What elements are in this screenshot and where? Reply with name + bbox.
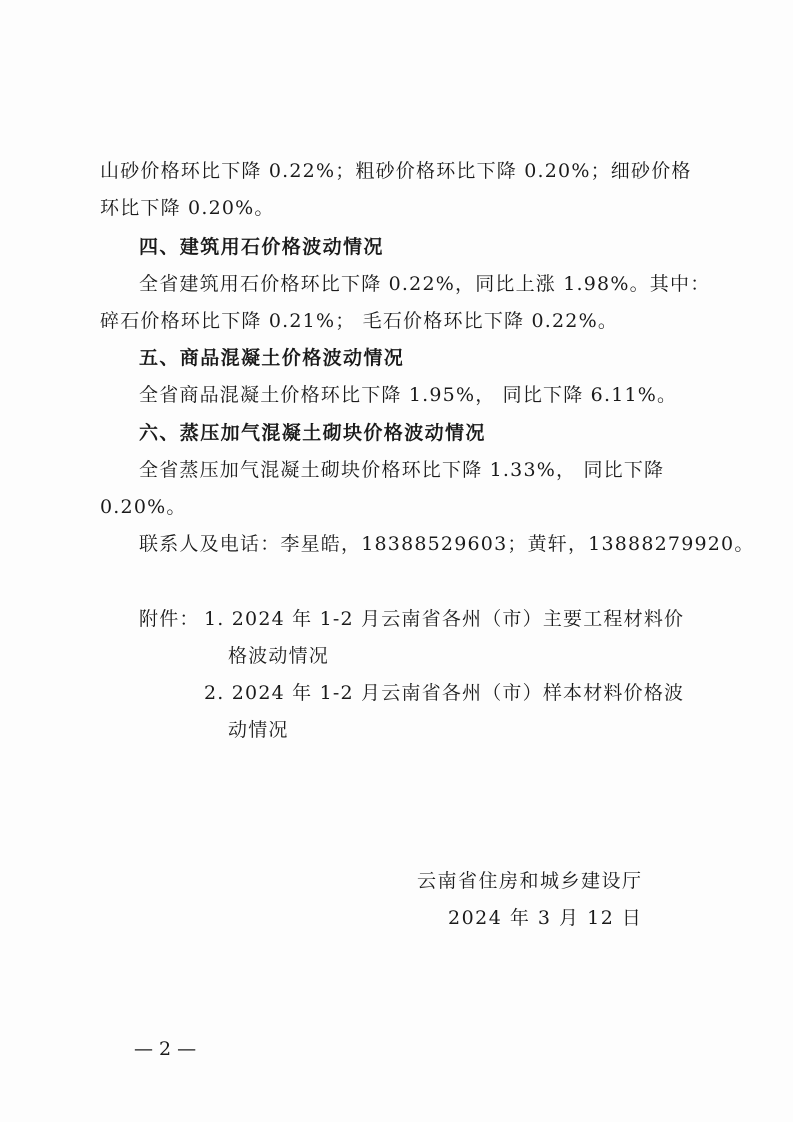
paragraph-line: 山砂价格环比下降 0.22%；粗砂价格环比下降 0.20%；细砂价格 <box>100 160 692 182</box>
signature-organization: 云南省住房和城乡建设厅 <box>417 870 643 892</box>
section-heading: 五、商品混凝土价格波动情况 <box>139 347 405 369</box>
section-heading: 六、蒸压加气混凝土砌块价格波动情况 <box>139 422 486 444</box>
attachment-item: 2. 2024 年 1-2 月云南省各州（市）样本材料价格波 <box>204 682 685 704</box>
attachment-item-cont: 格波动情况 <box>228 645 330 667</box>
paragraph-line: 0.20%。 <box>100 496 187 518</box>
paragraph-line: 全省建筑用石价格环比下降 0.22%，同比上涨 1.98%。其中： <box>139 273 711 295</box>
paragraph-line: 全省蒸压加气混凝土砌块价格环比下降 1.33%， 同比下降 <box>139 459 665 481</box>
paragraph-line: 全省商品混凝土价格环比下降 1.95%， 同比下降 6.11%。 <box>139 384 678 406</box>
signature-date: 2024 年 3 月 12 日 <box>448 907 643 929</box>
attachment-item-cont: 动情况 <box>228 719 289 741</box>
section-heading: 四、建筑用石价格波动情况 <box>139 236 384 258</box>
contact-line: 联系人及电话：李星皓，18388529603；黄轩，13888279920。 <box>139 533 755 555</box>
paragraph-line: 碎石价格环比下降 0.21%； 毛石价格环比下降 0.22%。 <box>100 310 619 332</box>
attachment-label: 附件： <box>139 608 200 630</box>
paragraph-line: 环比下降 0.20%。 <box>100 197 275 219</box>
page-number: — 2 — <box>134 1038 197 1060</box>
attachment-item: 1. 2024 年 1-2 月云南省各州（市）主要工程材料价 <box>204 608 685 630</box>
